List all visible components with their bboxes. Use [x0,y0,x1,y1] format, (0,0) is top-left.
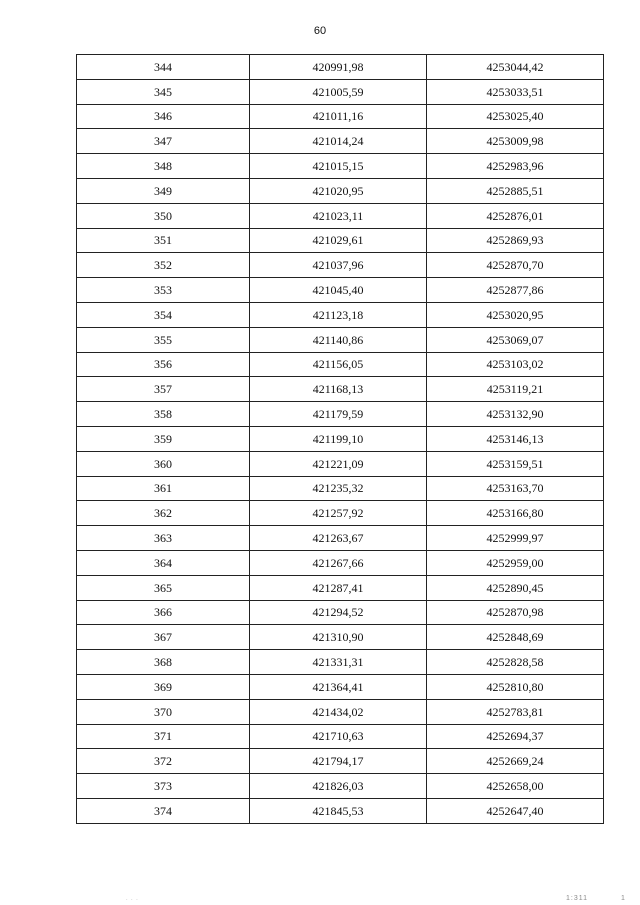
table-row [77,178,604,203]
table-row [77,55,604,80]
x-coordinate-cell: 421011,16 [250,104,427,129]
y-coordinate-cell: 4253132,90 [427,402,604,427]
x-coordinate-cell: 421199,10 [250,426,427,451]
table-row [77,575,604,600]
x-coordinate-cell: 421364,41 [250,674,427,699]
table-row [77,600,604,625]
point-number-cell: 351 [77,228,250,253]
y-coordinate-cell: 4252669,24 [427,749,604,774]
point-number-cell: 371 [77,724,250,749]
page-number: 60 [313,25,327,37]
table-row [77,79,604,104]
point-number-cell: 369 [77,674,250,699]
point-number-cell: 352 [77,253,250,278]
point-number-cell: 363 [77,526,250,551]
table-row [77,278,604,303]
y-coordinate-cell: 4252870,98 [427,600,604,625]
y-coordinate-cell: 4253166,80 [427,501,604,526]
table-row [77,377,604,402]
x-coordinate-cell: 420991,98 [250,55,427,80]
y-coordinate-cell: 4253044,42 [427,55,604,80]
point-number-cell: 350 [77,203,250,228]
table-row [77,550,604,575]
y-coordinate-cell: 4252885,51 [427,178,604,203]
y-coordinate-cell: 4253009,98 [427,129,604,154]
point-number-cell: 365 [77,575,250,600]
table-row [77,476,604,501]
table-row [77,774,604,799]
table-row [77,154,604,179]
point-number-cell: 358 [77,402,250,427]
point-number-cell: 346 [77,104,250,129]
y-coordinate-cell: 4252694,37 [427,724,604,749]
x-coordinate-cell: 421140,86 [250,327,427,352]
point-number-cell: 355 [77,327,250,352]
point-number-cell: 344 [77,55,250,80]
x-coordinate-cell: 421257,92 [250,501,427,526]
x-coordinate-cell: 421267,66 [250,550,427,575]
x-coordinate-cell: 421156,05 [250,352,427,377]
table-row [77,402,604,427]
point-number-cell: 370 [77,699,250,724]
table-row [77,749,604,774]
table-row [77,650,604,675]
y-coordinate-cell: 4253033,51 [427,79,604,104]
x-coordinate-cell: 421221,09 [250,451,427,476]
table-row [77,526,604,551]
y-coordinate-cell: 4252828,58 [427,650,604,675]
point-number-cell: 359 [77,426,250,451]
x-coordinate-cell: 421845,53 [250,798,427,823]
y-coordinate-cell: 4252848,69 [427,625,604,650]
x-coordinate-cell: 421023,11 [250,203,427,228]
x-coordinate-cell: 421294,52 [250,600,427,625]
table-row [77,228,604,253]
footer-scan-mark-edge: 1 [621,895,625,902]
y-coordinate-cell: 4253146,13 [427,426,604,451]
x-coordinate-cell: 421045,40 [250,278,427,303]
point-number-cell: 353 [77,278,250,303]
x-coordinate-cell: 421263,67 [250,526,427,551]
point-number-cell: 372 [77,749,250,774]
x-coordinate-cell: 421434,02 [250,699,427,724]
y-coordinate-cell: 4253163,70 [427,476,604,501]
footer-scan-mark-left: · · · [126,897,139,903]
point-number-cell: 361 [77,476,250,501]
y-coordinate-cell: 4253025,40 [427,104,604,129]
table-row [77,352,604,377]
y-coordinate-cell: 4253159,51 [427,451,604,476]
x-coordinate-cell: 421020,95 [250,178,427,203]
y-coordinate-cell: 4252647,40 [427,798,604,823]
x-coordinate-cell: 421794,17 [250,749,427,774]
footer-scan-mark-right: 1:311 [566,895,588,902]
table-row [77,451,604,476]
coordinates-table-body [77,55,604,824]
point-number-cell: 345 [77,79,250,104]
table-row [77,104,604,129]
x-coordinate-cell: 421037,96 [250,253,427,278]
x-coordinate-cell: 421014,24 [250,129,427,154]
x-coordinate-cell: 421826,03 [250,774,427,799]
table-row [77,203,604,228]
y-coordinate-cell: 4252869,93 [427,228,604,253]
table-row [77,798,604,823]
point-number-cell: 349 [77,178,250,203]
x-coordinate-cell: 421310,90 [250,625,427,650]
point-number-cell: 373 [77,774,250,799]
table-row [77,129,604,154]
x-coordinate-cell: 421287,41 [250,575,427,600]
point-number-cell: 360 [77,451,250,476]
y-coordinate-cell: 4253119,21 [427,377,604,402]
y-coordinate-cell: 4252783,81 [427,699,604,724]
x-coordinate-cell: 421179,59 [250,402,427,427]
table-row [77,625,604,650]
point-number-cell: 374 [77,798,250,823]
point-number-cell: 354 [77,302,250,327]
point-number-cell: 368 [77,650,250,675]
point-number-cell: 356 [77,352,250,377]
x-coordinate-cell: 421015,15 [250,154,427,179]
table-row [77,674,604,699]
y-coordinate-cell: 4253020,95 [427,302,604,327]
point-number-cell: 348 [77,154,250,179]
y-coordinate-cell: 4252870,70 [427,253,604,278]
table-row [77,426,604,451]
x-coordinate-cell: 421005,59 [250,79,427,104]
x-coordinate-cell: 421168,13 [250,377,427,402]
point-number-cell: 367 [77,625,250,650]
y-coordinate-cell: 4252658,00 [427,774,604,799]
y-coordinate-cell: 4252810,80 [427,674,604,699]
x-coordinate-cell: 421331,31 [250,650,427,675]
y-coordinate-cell: 4253103,02 [427,352,604,377]
table-row [77,724,604,749]
table-row [77,327,604,352]
y-coordinate-cell: 4252890,45 [427,575,604,600]
point-number-cell: 362 [77,501,250,526]
y-coordinate-cell: 4252877,86 [427,278,604,303]
point-number-cell: 366 [77,600,250,625]
y-coordinate-cell: 4253069,07 [427,327,604,352]
x-coordinate-cell: 421123,18 [250,302,427,327]
table-row [77,501,604,526]
point-number-cell: 357 [77,377,250,402]
table-row [77,302,604,327]
x-coordinate-cell: 421710,63 [250,724,427,749]
y-coordinate-cell: 4252876,01 [427,203,604,228]
table-row [77,253,604,278]
coordinates-table [76,54,604,824]
y-coordinate-cell: 4252959,00 [427,550,604,575]
point-number-cell: 364 [77,550,250,575]
table-row [77,699,604,724]
point-number-cell: 347 [77,129,250,154]
x-coordinate-cell: 421235,32 [250,476,427,501]
y-coordinate-cell: 4252999,97 [427,526,604,551]
x-coordinate-cell: 421029,61 [250,228,427,253]
y-coordinate-cell: 4252983,96 [427,154,604,179]
